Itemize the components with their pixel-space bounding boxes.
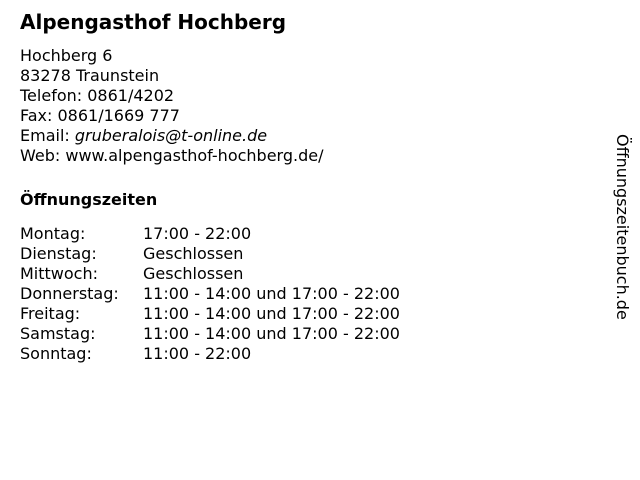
hours-row-tuesday: [20, 244, 400, 264]
email-line: [20, 126, 600, 146]
hours-value: 11:00 - 14:00 und 17:00 - 22:00: [143, 324, 400, 343]
email-link[interactable]: gruberalois@t-online.de: [74, 126, 268, 145]
address-street: Hochberg 6: [20, 46, 113, 65]
fax-value: 0861/1669 777: [57, 106, 180, 125]
opening-hours-table: [20, 224, 400, 364]
hours-row-monday: [20, 224, 400, 244]
day-label: Sonntag:: [20, 344, 92, 363]
phone-value: 0861/4202: [87, 86, 175, 105]
hours-row-friday: [20, 304, 400, 324]
day-label: Donnerstag:: [20, 284, 119, 303]
address-city: 83278 Traunstein: [20, 66, 160, 85]
day-label: Mittwoch:: [20, 264, 98, 283]
day-label: Montag:: [20, 224, 86, 243]
hours-value: Geschlossen: [143, 244, 244, 263]
hours-row-wednesday: [20, 264, 400, 284]
hours-row-saturday: [20, 324, 400, 344]
phone-label: Telefon:: [20, 86, 83, 105]
web-label: Web:: [20, 146, 61, 165]
day-label: Freitag:: [20, 304, 81, 323]
phone-line: [20, 86, 600, 106]
hours-row-sunday: [20, 344, 400, 364]
site-watermark-label: Öffnungszeitenbuch.de: [613, 134, 632, 320]
hours-value: 11:00 - 14:00 und 17:00 - 22:00: [143, 284, 400, 303]
hours-row-thursday: [20, 284, 400, 304]
business-name: Alpengasthof Hochberg: [20, 10, 287, 34]
hours-value: 11:00 - 14:00 und 17:00 - 22:00: [143, 304, 400, 323]
opening-hours-heading: Öffnungszeiten: [20, 190, 158, 209]
web-line: [20, 146, 600, 166]
email-label: Email:: [20, 126, 70, 145]
fax-line: [20, 106, 600, 126]
web-link[interactable]: www.alpengasthof-hochberg.de/: [65, 146, 324, 165]
day-label: Dienstag:: [20, 244, 97, 263]
hours-value: 17:00 - 22:00: [143, 224, 252, 243]
hours-value: 11:00 - 22:00: [143, 344, 252, 363]
day-label: Samstag:: [20, 324, 96, 343]
fax-label: Fax:: [20, 106, 53, 125]
hours-value: Geschlossen: [143, 264, 244, 283]
business-card: [20, 8, 600, 364]
